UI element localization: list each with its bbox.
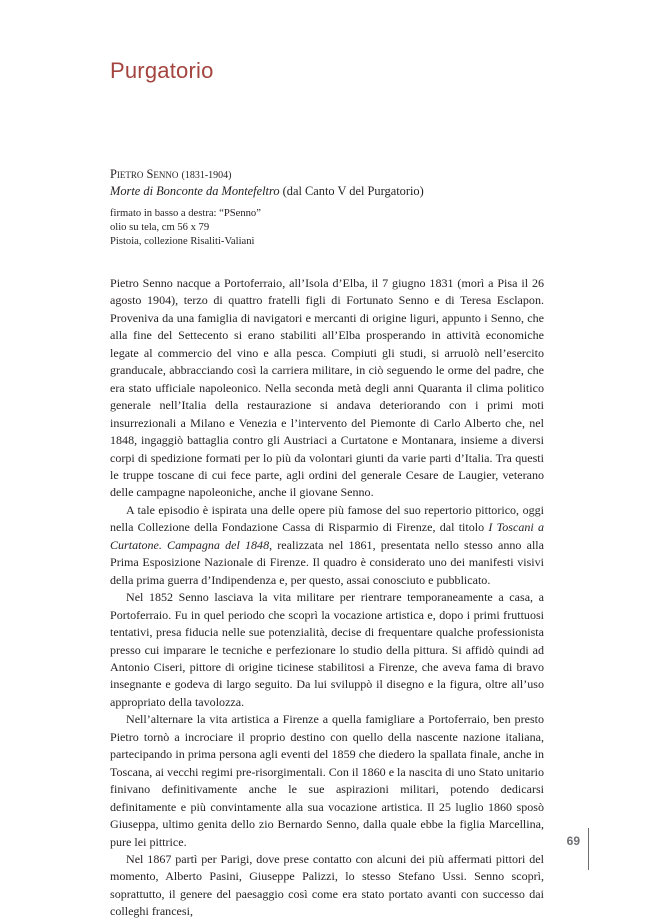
artwork-title-line: [110, 184, 550, 200]
paragraph-1: Pietro Senno nacque a Portoferraio, all’Isola d’Elba, il 7 giugno 1831 (morì a Pisa il 26 agosto 1904), terzo di quattro fratelli figli di Fortunato Senno e di Teresa Esclapon. Proveniva da una famiglia di navigatori e mercanti di origine liguri, appunto i Senno, che alla fine del Settecento si erano stabiliti all’Elba prosperando in attività economiche legate al commercio del vino e alla pesca. Compiuti gli studi, si arruolò nell’esercito granducale, abbracciando così la carriera militare, in ciò seguendo le orme del padre, che era stato ufficiale napoleonico. Nella seconda metà degli anni Quaranta il clima politico generale nell’Italia della restaurazione si andava deteriorando con i primi moti insurrezionali a Milano e Venezia e l’intervento del Piemonte di Carlo Alberto che, nel 1848, ingaggiò battaglia contro gli Austriaci a Curtatone e Montanara, insieme a diversi corpi di spedizione formati per lo più da volontari giunti da varie parti d’Italia. Tra questi le truppe toscane di cui fece parte, agli ordini del generale Cesare de Laugier, veterano delle campagne napoleoniche, anche il giovane Senno.: [110, 276, 544, 500]
paragraph-3: Nel 1852 Senno lasciava la vita militare per rientrare temporaneamente a casa, a Portoferraio. Fu in quel periodo che scoprì la vocazione artistica e, dopo i primi fruttuosi tentativi, presa fiducia nelle sue potenzialità, decise di frequentare qualche professionista presso cui imparare le tecniche e perfezionare lo studio della pittura. Si affidò quindi ad Antonio Ciseri, pittore di origine ticinese stabilitosi a Firenze, che aveva fama di bravo insegnante e godeva di largo seguito. Da lui sviluppò il disegno e la figura, oltre all’uso appropriato della tavolozza.: [110, 590, 544, 709]
folio-rule: [588, 828, 589, 870]
artwork-details: [110, 207, 550, 250]
paragraph-2-part-b: , realizzata nel 1861, presentata nello stesso anno alla Prima Esposizione Nazionale di Firenze. Il quadro è considerato uno dei manifesti visivi della prima guerra d’Indipendenza e, per questo, assai conosciuto e pubblicato.: [110, 537, 544, 587]
body-text: [110, 275, 544, 921]
artwork-signature: firmato in basso a destra: “PSenno”: [110, 208, 261, 219]
artist-dates: (1831-1904): [181, 170, 232, 181]
paragraph-2-part-a: A tale episodio è ispirata una delle opere più famose del suo repertorio pittorico, oggi nella Collezione della Fondazione Cassa di Risparmio di Firenze, dal titolo: [110, 502, 544, 535]
artwork-caption: [110, 167, 550, 250]
paragraph-2: [110, 502, 544, 589]
paragraph-5: Nel 1867 partì per Parigi, dove prese contatto con alcuni dei più affermati pittori del momento, Alberto Pasini, Giuseppe Palizzi, lo stesso Stefano Ussi. Senno scoprì, soprattutto, il genere del paesaggio così come era stato portato avanti con successo dai colleghi francesi,: [110, 851, 544, 919]
page-number: 69: [566, 834, 580, 848]
artist-line: [110, 167, 550, 184]
section-title: Purgatorio: [110, 58, 214, 83]
artwork-title: Morte di Bonconte da Montefeltro: [110, 183, 280, 198]
artist-name: Pietro Senno: [110, 167, 179, 181]
paragraph-4: Nell’alternare la vita artistica a Firenze a quella famigliare a Portoferraio, ben presto Pietro tornò a incrociare il proprio destino con quello della nascente nazione italiana, partecipando in prima persona agli eventi del 1859 che diedero la spallata finale, anche in Toscana, ai vecchi regimi pre-risorgimentali. Con il 1860 e la nascita di uno Stato unitario finivano definitivamente anche le sue aspirazioni militari, potendo dedicarsi definitamente e più convintamente alla sua vocazione artistica. Il 25 luglio 1860 sposò Giuseppa, ultimo genita dello zio Bernardo Senno, dalla quale ebbe la figlia Marcellina, pure lei pittrice.: [110, 712, 544, 849]
artwork-collection: Pistoia, collezione Risaliti-Valiani: [110, 236, 255, 248]
painting-title: I Toscani a Curtatone. Campagna del 1848: [110, 520, 545, 552]
artwork-source: (dal Canto V del Purgatorio): [282, 183, 424, 198]
artwork-medium: olio su tela, cm 56 x 79: [110, 222, 210, 234]
